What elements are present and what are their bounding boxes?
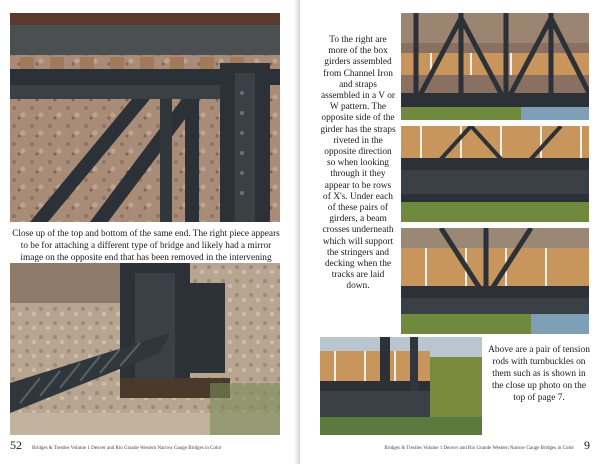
- photo-bottom-girder-closeup: [10, 263, 280, 435]
- photo-tension-rods: [320, 337, 482, 435]
- left-running-footer: Bridges & Trestles Volume 1 Denver and Rio Grande Western Narrow Gauge Bridges in Color: [32, 446, 222, 451]
- right-footer: [384, 438, 590, 453]
- right-caption-bottom: Above are a pair of tension rods with turnbuckles on them such as is shown in the close up photo on the top of page 7.: [488, 345, 590, 403]
- photo-box-girder-2: [401, 126, 589, 222]
- photo-box-girder-3: [401, 228, 589, 334]
- right-caption-top: To the right are more of the box girders assembled from Channel Iron and straps assembled in a V or W pattern. The opposite side of the girder has the straps riveted in the opposite direction so when looking through it they appear to be rows of X's. Under each of these pairs of girders, a beam crosses underneath which will support the stringers and decking when the tracks are laid down.: [320, 35, 396, 292]
- left-page-number: 52: [10, 438, 22, 452]
- left-caption: Close up of the top and bottom of the same end. The right piece appears to be for attaching a different type of bridge and likely had a mirror image on the opposite end that has been removed in the intervening: [12, 229, 280, 263]
- right-running-footer: Bridges & Trestles Volume 1 Denver and Rio Grande Western Narrow Gauge Bridges in Color: [384, 446, 574, 451]
- left-footer: [10, 438, 222, 453]
- photo-box-girder-1: [401, 13, 589, 120]
- right-page-number: 9: [584, 438, 590, 452]
- photo-top-girder-closeup: [10, 13, 280, 222]
